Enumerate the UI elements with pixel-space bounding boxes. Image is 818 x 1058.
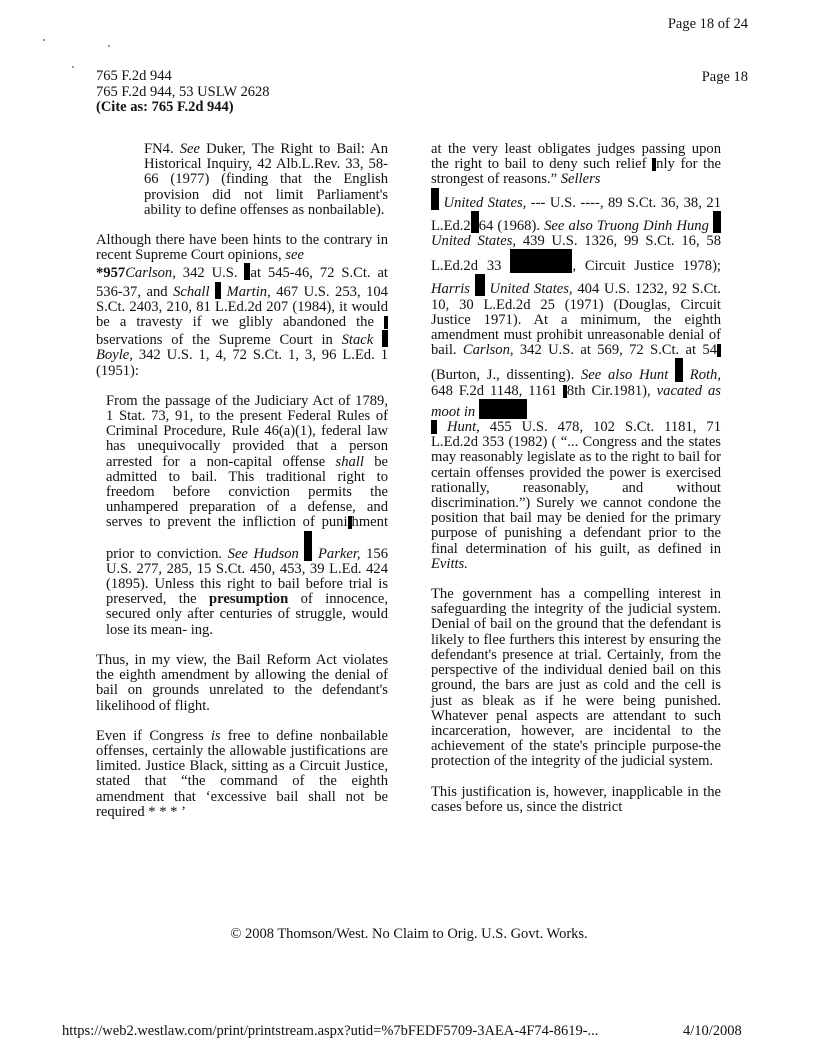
redaction-mark	[510, 249, 572, 273]
scan-speck	[43, 39, 45, 41]
print-url: https://web2.westlaw.com/print/printstream.aspx?utid=%7bFEDF5709-3AEA-4F74-8619-...	[62, 1023, 599, 1039]
footnote-fn4: FN4. See Duker, The Right to Bail: An Historical Inquiry, 42 Alb.L.Rev. 33, 58-66 (1977) (finding that the English provision did not limit Parliament's ability to define offenses as nonbailable).	[144, 141, 389, 218]
citation-line-2: 765 F.2d 944, 53 USLW 2628	[96, 83, 270, 100]
scan-speck	[72, 66, 74, 68]
redaction-mark	[675, 358, 683, 382]
page-counter: Page 18 of 24	[667, 16, 748, 32]
redaction-mark	[475, 274, 485, 296]
citation-line-1: 765 F.2d 944	[96, 68, 172, 84]
right-column	[431, 142, 721, 815]
left-column	[96, 142, 388, 820]
copyright-footer: © 2008 Thomson/West. No Claim to Orig. U.S. Govt. Works.	[230, 926, 588, 942]
redaction-mark	[382, 330, 388, 347]
print-date: 4/10/2008	[683, 1023, 742, 1039]
redaction-mark	[713, 211, 721, 233]
paragraph-congress: Even if Congress is free to define nonbailable offenses, certainly the allowable justifications are limited. Justice Black, sitting as a Circuit Justice, stated that “the command of the eighth amendment that ‘excessive bail shall not be required * * * ’	[96, 727, 388, 820]
cite-as: (Cite as: 765 F.2d 944)	[96, 99, 234, 115]
paragraph-hints: Although there have been hints to the contrary in recent Supreme Court opinions, see *957Carlson, 342 U.S. at 545-46, 72 S.Ct. at 536-37, and Schall Martin, 467 U.S. 253, 104 S.Ct. 2403, 210, 81 L.Ed.2d 207 (1984), it would be a travesty if we glibly abandoned the bservations of the Supreme Court in Stack Boyle, 342 U.S. 1, 4, 72 S.Ct. 1, 3, 96 L.Ed. 1 (1951):	[96, 232, 388, 379]
redaction-mark	[384, 316, 388, 329]
scan-speck	[108, 45, 110, 47]
redaction-mark	[717, 344, 721, 357]
paragraph-justification: This justification is, however, inapplicable in the cases before us, since the district	[431, 783, 721, 815]
paragraph-government-interest: The government has a compelling interest in safeguarding the integrity of the judicial system. Denial of bail on the ground that the defendant is likely to flee furthers this interest by ensuring the defendant's presence at trial. Certainly, from the perspective of the individual denied bail on this ground, the bars are just as cold and the cell is just as bleak as if he were being punished. Whatever penal aspects are attendant to such incarceration, however, are incidental to the achievement of the state's principle purpose-the protection of the integrity of the judicial system.	[431, 586, 721, 770]
redaction-mark	[431, 188, 439, 210]
paragraph-continuation: at the very least obligates judges passing upon the right to bail to deny such relief nly for the strongest of reasons.” Sellers United States, --- U.S. ----, 89 S.Ct. 36, 38, 21 L.Ed.2 64 (1968). See also Truong Dinh Hung United States, 439 U.S. 1326, 99 S.Ct. 16, 58 L.Ed.2d 33 , Circuit Justice 1978); Harris United States, 404 U.S. 1232, 92 S.Ct. 10, 30 L.Ed.2d 25 (1971) (Douglas, Circuit Justice 1971). At a minimum, the eighth amendment must prohibit unreasonable denial of bail. Carlson, 342 U.S. at 569, 72 S.Ct. at 54 (Burton, J., dissenting). See also Hunt Roth, 648 F.2d 1148, 1161 8th Cir.1981), vacated as moot in Hunt, 455 U.S. 478, 102 S.Ct. 1181, 71 L.Ed.2d 353 (1982) ( “... Congress and the states may reasonably legislate as to the right to bail for certain offenses provided the power is exercised rationally, reasonably, and without discrimination.”) Surely we cannot condone the position that bail may be denied for the primary purpose of punishing a defendant prior to the final determination of his guilt, as defined in Evitts.	[431, 141, 722, 572]
citation-header	[96, 69, 270, 116]
redaction-mark	[479, 399, 527, 419]
page-label: Page 18	[701, 69, 748, 85]
paragraph-bail-reform-act: Thus, in my view, the Bail Reform Act violates the eighth amendment by allowing the denial of bail on grounds unrelated to the defendant's likelihood of flight.	[96, 651, 388, 714]
redaction-mark	[471, 211, 479, 233]
block-quote-stack: From the passage of the Judiciary Act of 1789, 1 Stat. 73, 91, to the present Federal Rules of Criminal Procedure, Rule 46(a)(1), federal law has unequivocally provided that a person arrested for a non-capital offense shall be admitted to bail. This traditional right to freedom before conviction permits the unhampered preparation of a defense, and serves to prevent the infliction of puni hment prior to conviction. See Hudson Parker, 156 U.S. 277, 285, 15 S.Ct. 450, 453, 39 L.Ed. 424 (1895). Unless this right to bail before trial is preserved, the presumption of innocence, secured only after centuries of struggle, would lose its mean- ing.	[106, 392, 388, 638]
